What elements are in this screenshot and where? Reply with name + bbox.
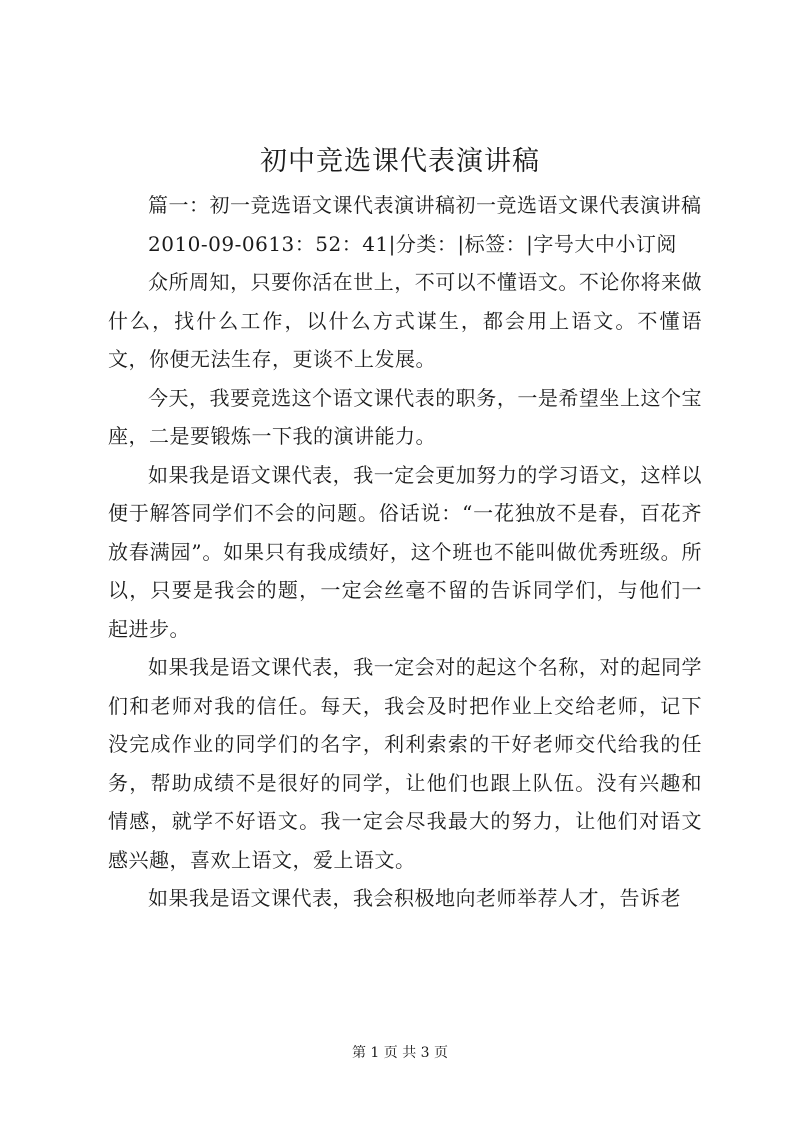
paragraph: 如果我是语文课代表，我一定会对的起这个名称，对的起同学们和老师对我的信任。每天，我会及时把作业上交给老师，记下没完成作业的同学们的名字，利利索索的干好老师交代给我的任务，帮助成绩不是很好的同学，让他们也跟上队伍。没有兴趣和情感，就学不好语文。我一定会尽我最大的努力，让他们对语文感兴趣，喜欢上语文，爱上语文。 — [108, 655, 702, 872]
paragraph: 如果我是语文课代表，我会积极地向老师举荐人才，告诉老 — [148, 886, 681, 910]
paragraph: 如果我是语文课代表，我一定会更加努力的学习语文，这样以便于解答同学们不会的问题。俗话说：“一花独放不是春，百花齐放春满园”。如果只有我成绩好，这个班也不能叫做优秀班级。所以，只要是我会的题，一定会丝毫不留的告诉同学们，与他们一起进步。 — [108, 462, 702, 641]
document-title: 初中竞选课代表演讲稿 — [260, 146, 540, 177]
paragraph: 篇一：初一竞选语文课代表演讲稿初一竞选语文课代表演讲稿 — [148, 193, 702, 217]
page-footer: 第 1 页 共 3 页 — [351, 1045, 449, 1061]
document-body — [108, 186, 702, 918]
paragraph: 2010-09-0613：52：41|分类：|标签：|字号大中小订阅 — [148, 231, 677, 256]
paragraph: 今天，我要竞选这个语文课代表的职务，一是希望坐上这个宝座，二是要锻炼一下我的演讲能力。 — [108, 385, 702, 448]
paragraph: 众所周知，只要你活在世上，不可以不懂语文。不论你将来做什么，找什么工作，以什么方式谋生，都会用上语文。不懂语文，你便无法生存，更谈不上发展。 — [108, 270, 702, 371]
